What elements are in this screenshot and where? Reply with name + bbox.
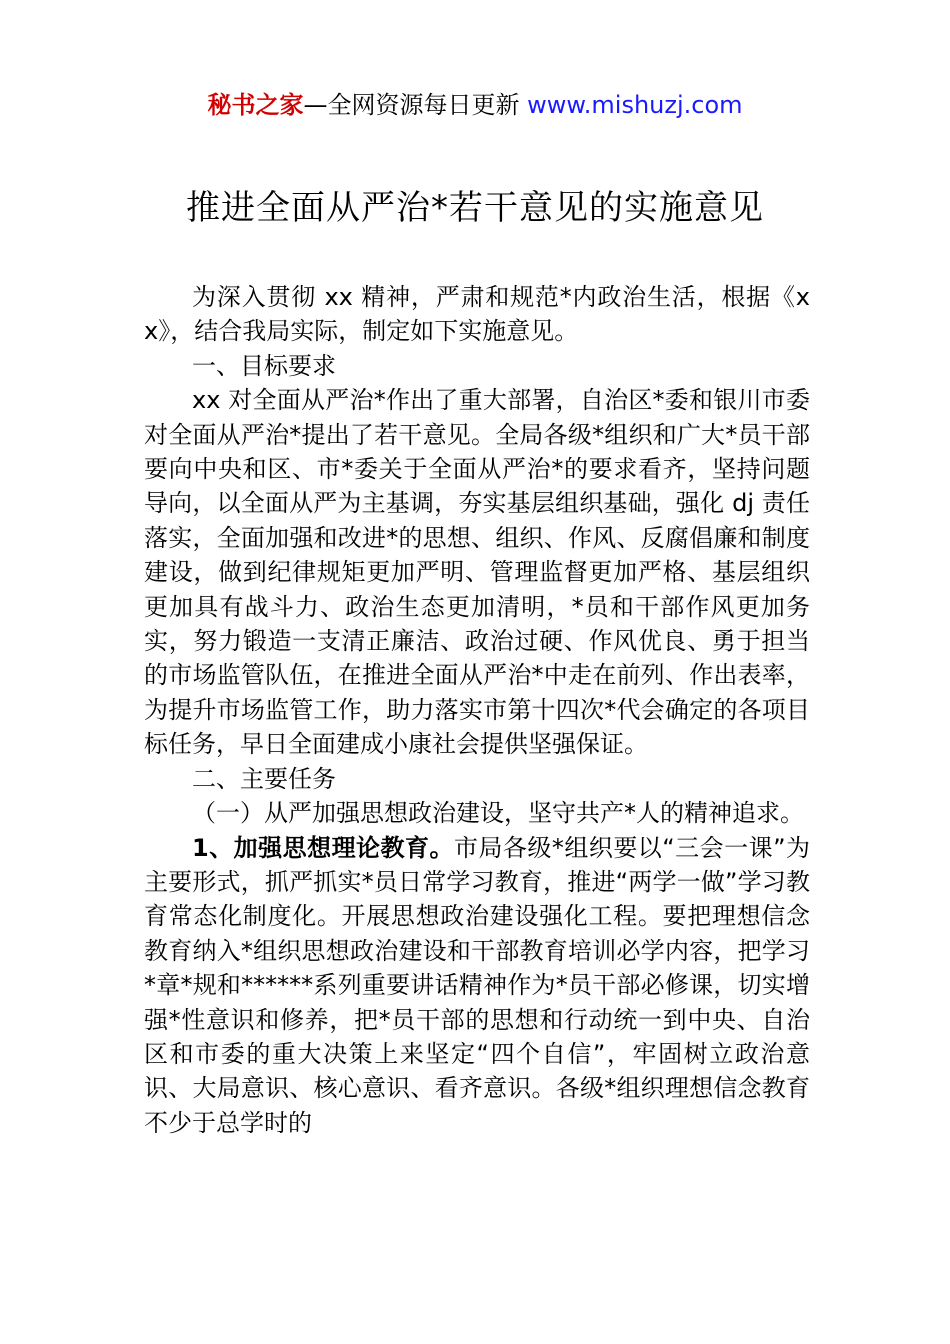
site-url-link[interactable]: www.mishuzj.com: [527, 91, 743, 119]
intro-paragraph: 为深入贯彻 xx 精神，严肃和规范*内政治生活，根据《xx》，结合我局实际，制定如下实施意见。: [144, 283, 810, 346]
goals-paragraph: xx 对全面从严治*作出了重大部署，自治区*委和银川市委对全面从严治*提出了若干意见。全局各级*组织和广大*员干部要向中央和区、市*委关于全面从严治*的要求看齐，坚持问题导向，以全面从严为主基调，夯实基层组织基础，强化 dj 责任落实，全面加强和改进*的思想、组织、作风、反腐倡廉和制度建设，做到纪律规矩更加严明、管理监督更加严格、基层组织更加具有战斗力、政治生态更加清明，*员和干部作风更加务实，努力锻造一支清正廉洁、政治过硬、作风优良、勇于担当的市场监管队伍，在推进全面从严治*中走在前列、作出表率，为提升市场监管工作，助力落实市第十四次*代会确定的各项目标任务，早日全面建成小康社会提供坚强保证。: [144, 386, 810, 759]
document-title: 推进全面从严治*若干意见的实施意见: [186, 188, 764, 228]
tasks-subheading: （一）从严加强思想政治建设，坚守共产*人的精神追求。: [192, 799, 804, 828]
document-body: [144, 280, 810, 1140]
section-heading-tasks: 二、主要任务: [192, 764, 336, 793]
task-item-1-text: 市局各级*组织要以“三会一课”为主要形式，抓严抓实*员日常学习教育，推进“两学一做”学习教育常态化制度化。开展思想政治建设强化工程。要把理想信念教育纳入*组织思想政治建设和干部教育培训必学内容，把学习*章*规和******系列重要讲话精神作为*员干部必修课，切实增强*性意识和修养，把*员干部的思想和行动统一到中央、自治区和市委的重大决策上来坚定“四个自信”，牢固树立政治意识、大局意识、核心意识、看齐意识。各级*组织理想信念教育不少于总学时的: [144, 833, 811, 1137]
task-item-1-lead: 1、加强思想理论教育。: [192, 833, 454, 862]
site-tagline: —全网资源每日更新: [303, 91, 520, 119]
section-heading-goals: 一、目标要求: [192, 351, 336, 380]
site-brand: 秘书之家: [207, 91, 304, 119]
site-header: [0, 88, 950, 122]
task-item-1: [144, 831, 810, 1141]
